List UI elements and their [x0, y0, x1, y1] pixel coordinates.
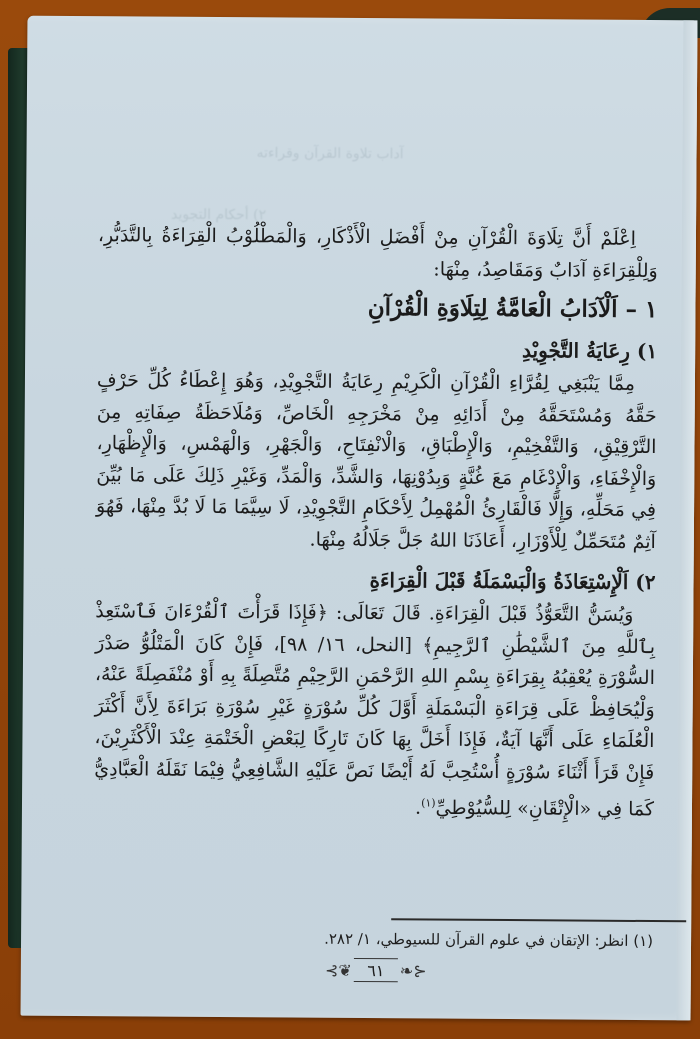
ornament-right-icon: ❧⊱ — [399, 960, 427, 980]
bleed-through-text: ٢) أحكام التجويد — [171, 206, 267, 224]
page-number-ornament — [321, 956, 431, 985]
ornament-left-icon: ⊰❦ — [324, 960, 352, 980]
footnote-1: (١) انظر: الإتقان في علوم القرآن للسيوطي، ١/ ٢٨٢. — [324, 929, 654, 951]
page-number: ٦١ — [354, 958, 398, 982]
tajweed-paragraph: مِمَّا يَنْبَغِي لِقُرَّاءِ الْقُرْآنِ الْكَرِيْمِ رِعَايَةُ التَّجْوِيْدِ، وَهُوَ إِعْطَاءُ كُلِّ حَرْفٍ حَقَّهُ وَمُسْتَحَقَّهُ مِنْ أَدَائِهِ مِنْ مَخْرَجِهِ الْخَاصِّ، وَمُلَاحَظَةُ صِفَاتِهِ مِنَ التَّرْقِيْقِ، وَالتَّفْخِيْمِ، وَالْإِطْبَاقِ، وَالْانْفِتَاحِ، وَالْجَهْرِ، وَالْهَمْسِ، وَالْإِظْهَارِ، وَالْإِخْفَاءِ، وَالْإِدْغَامِ مَعَ غُنَّةٍ وَبِدُوْنِهَا، وَالشَّدِّ، وَالْمَدِّ، وَغَيْرِ ذَلِكَ عَلَى مَا بُيِّنَ فِي مَحَلِّهِ، وَإِلَّا فَالْقَارِئُ الْمُهْمِلُ لِأَحْكَامِ التَّجْوِيْدِ، لَا سِيَّمَا مَا لَا بُدَّ مِنْهَا، فَهُوَ آثِمٌ مُتَحَمِّلٌ لِلْأَوْزَارِ، أَعَاذَنَا اللهُ جَلَّ جَلَالُهُ مِنْهَا. — [95, 369, 657, 553]
sentence-end: . — [414, 796, 422, 819]
section-heading-general-etiquette: ١ – اَلْآدَابُ الْعَامَّةُ لِتِلَاوَةِ الْقُرْآنِ — [367, 294, 658, 324]
bleed-through-running-head: آداب تلاوة القرآن وقراءته — [256, 145, 404, 163]
subsection-heading-tajweed: ١) رِعَايَةُ التَّجْوِيْدِ — [521, 338, 658, 364]
footnote-marker[interactable]: (١) — [421, 796, 436, 810]
book-page — [21, 16, 698, 1021]
isti'adha-paragraph — [94, 596, 656, 826]
isti'adha-text: وَيُسَنُّ التَّعَوُّذُ قَبْلَ الْقِرَاءَةِ. قَالَ تَعَالَى: ﴿فَإِذَا قَرَأْتَ ٱلْقُرْءَانَ فَٱسْتَعِذْ بِٱللَّهِ مِنَ ٱلشَّيْطَٰنِ ٱلرَّجِيمِ﴾ [النحل، ١٦/ ٩٨]، فَإِنْ كَانَ الْمَتْلُوُّ صَدْرَ السُّوْرَةِ يُعْقِبُهُ بِقِرَاءَةِ بِسْمِ اللهِ الرَّحْمَنِ الرَّحِيْمِ مُتَّصِلَةً بِهِ أَوْ مُنْفَصِلَةً عَنْهُ، وَلْيُحَافِظْ عَلَى قِرَاءَةِ الْبَسْمَلَةِ أَوَّلَ كُلِّ سُوْرَةٍ غَيْرِ سُوْرَةِ بَرَاءَةَ لِأَنَّ أَكْثَرَ الْعُلَمَاءِ عَلَى أَنَّهَا آيَةٌ، فَإِذَا أَخَلَّ بِهَا كَانَ تَارِكًا لِبَعْضِ الْخَتْمَةِ عِنْدَ الْأَكْثَرِيْنَ، فَإِنْ قَرَأَ أَثْنَاءَ سُوْرَةٍ أُسْتُحِبَّ لَهُ أَيْضًا نَصَّ عَلَيْهِ الشَّافِعِيُّ فِيْمَا نَقَلَهُ الْعَبَّادِيُّ كَمَا فِي «الْإِتْقَانِ» لِلسُّيُوْطِيِّ — [94, 600, 656, 821]
page-body — [94, 220, 658, 826]
page-edge — [677, 20, 698, 1020]
footnote-divider — [391, 918, 686, 922]
intro-paragraph: اِعْلَمْ أَنَّ تِلَاوَةَ الْقُرْآنِ مِنْ أَفْضَلِ الْأَذْكَارِ، وَالْمَطْلُوْبُ الْقِرَاءَةُ بِالتَّدَبُّرِ، وَلِلْقِرَاءَةِ آدَابٌ وَمَقَاصِدُ، مِنْهَا: — [97, 224, 658, 282]
subsection-heading-isti'adha: ٢) اَلْإِسْتِعَاذَةُ وَالْبَسْمَلَةُ قَبْلَ الْقِرَاءَةِ — [369, 568, 656, 595]
